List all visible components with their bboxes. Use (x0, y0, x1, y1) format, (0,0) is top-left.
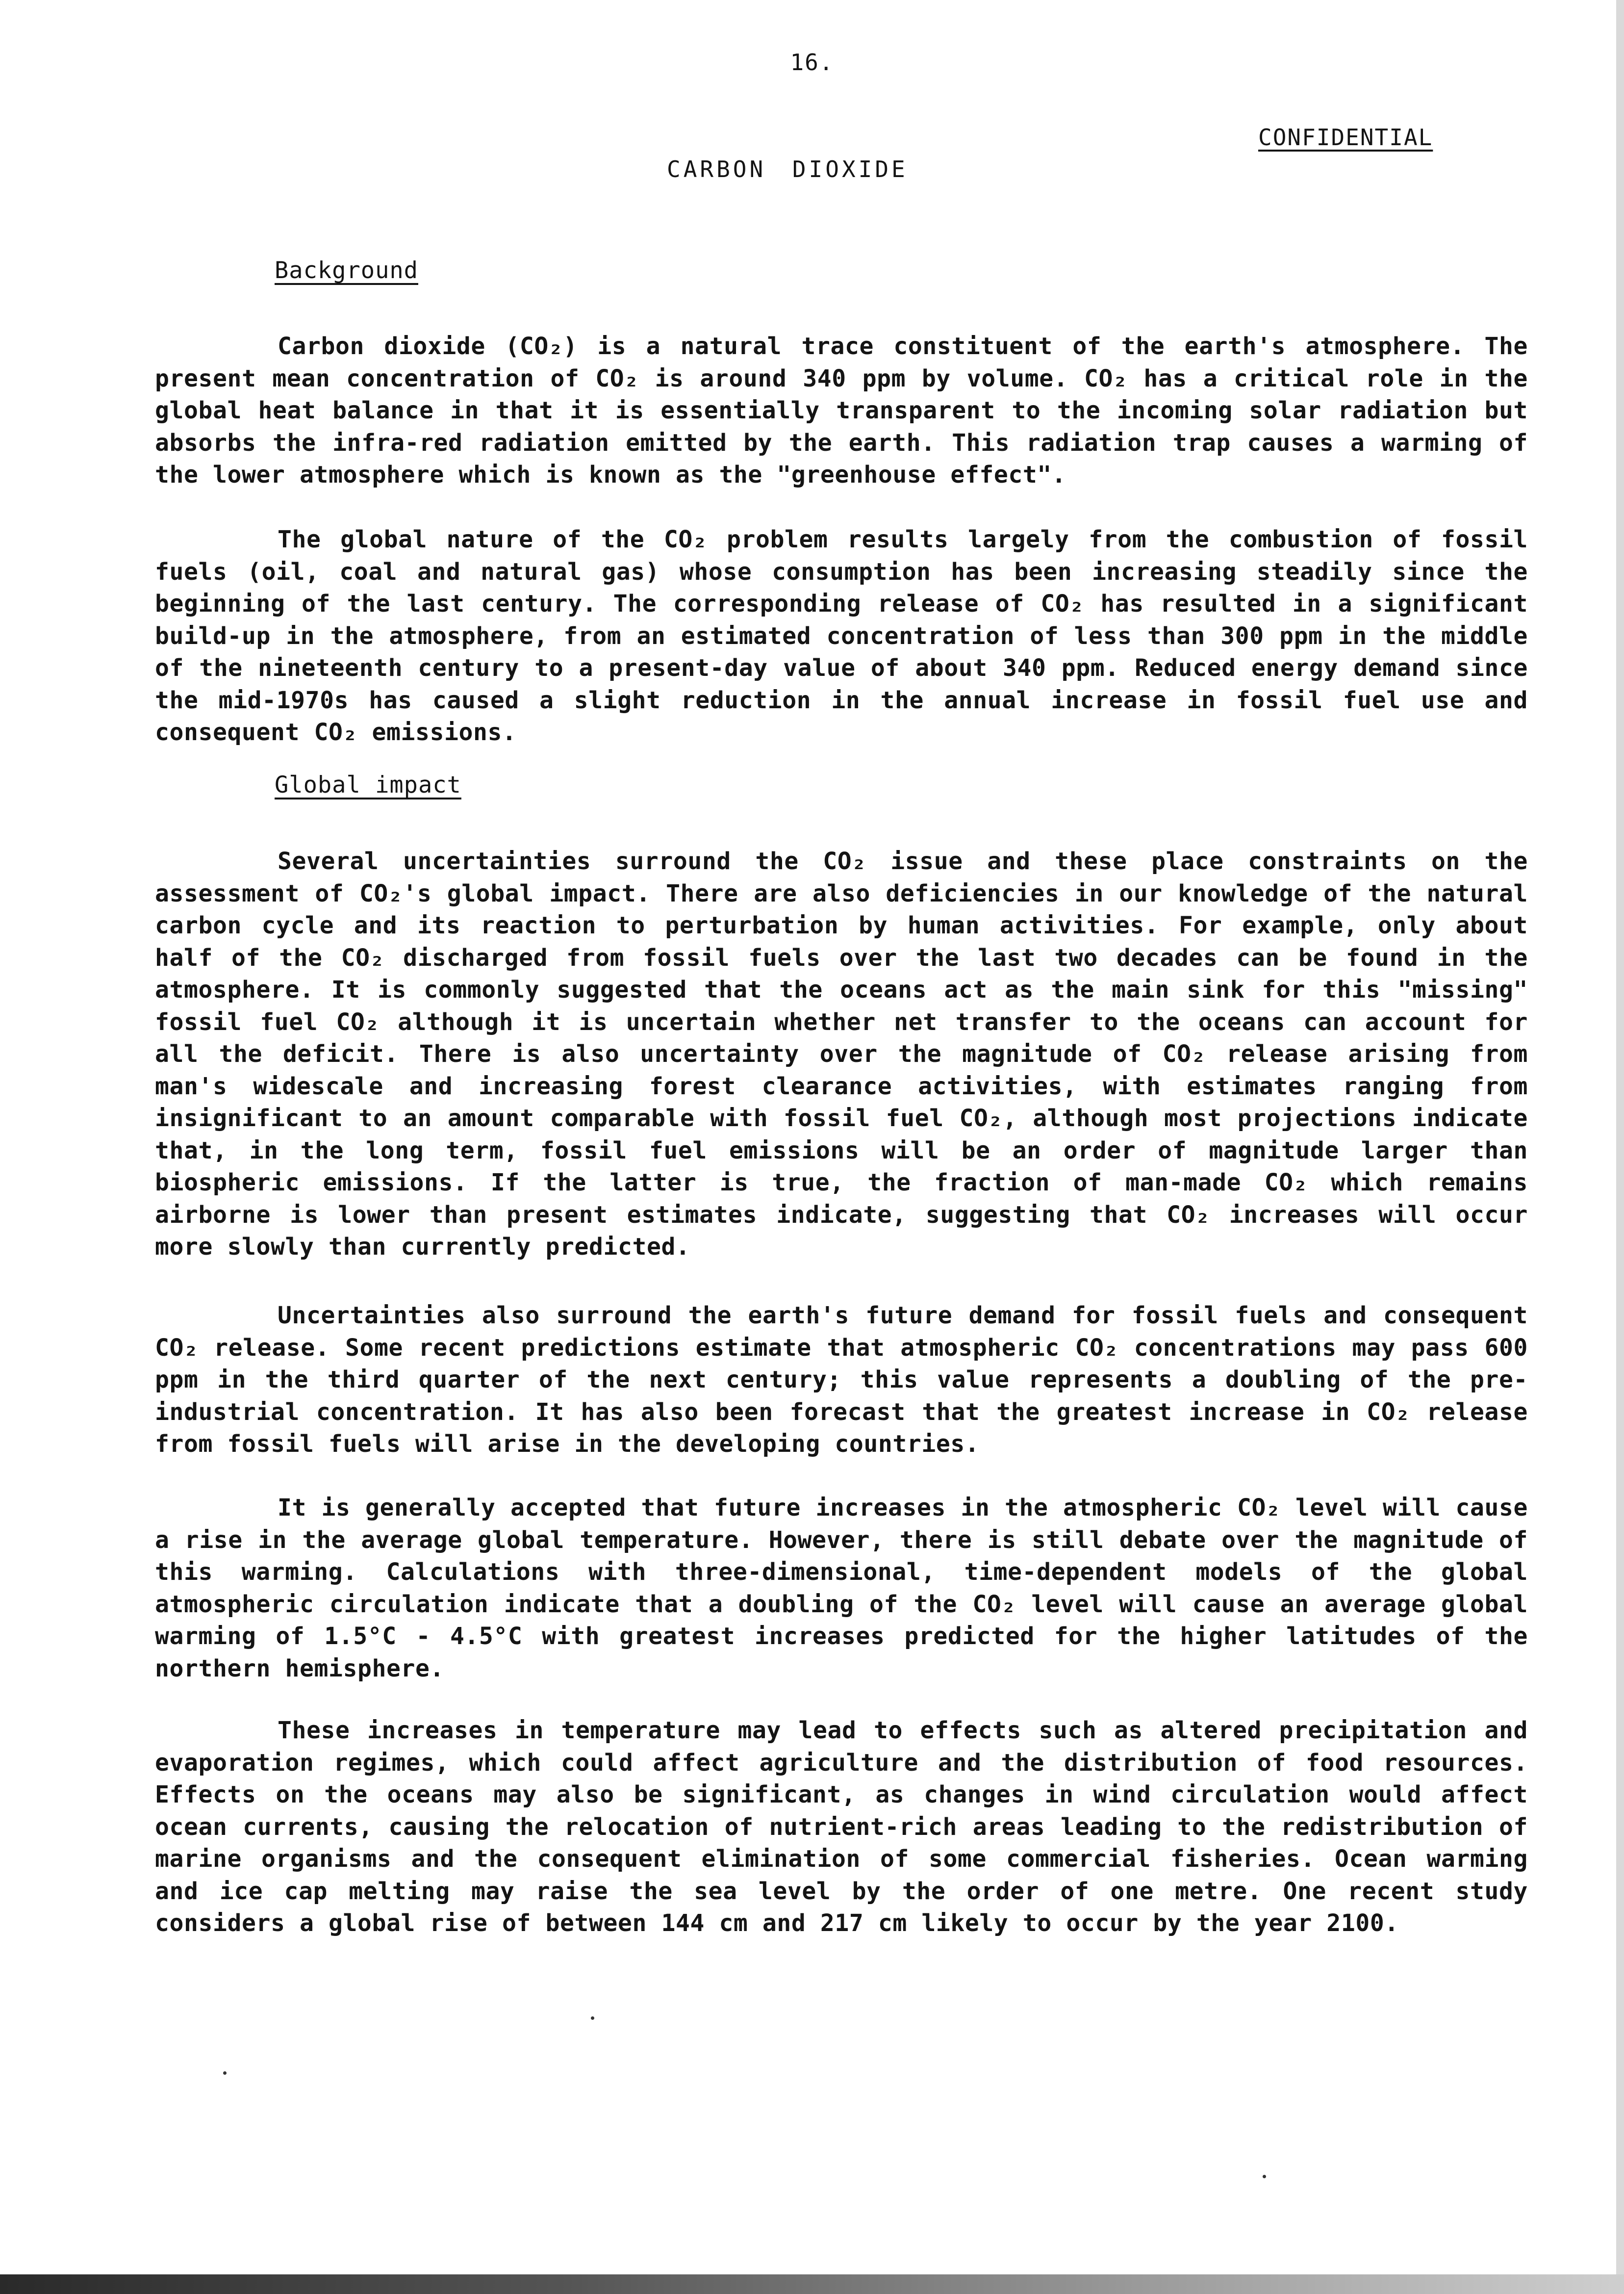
paragraph-global-impact-4: These increases in temperature may lead to effects such as altered precipitation and evaporation regimes, which could affect agriculture and the distribution of food resources. Effects on the oceans may also be significant, as changes in wind circulation would affect ocean currents, causing the relocation of nutrient-rich areas leading to the redistribution of marine organisms and the consequent elimination of some commercial fisheries. Ocean warming and ice cap melting may raise the sea level by the order of one metre. One recent study considers a global rise of between 144 cm and 217 cm likely to occur by the year 2100. (155, 1717, 1528, 1937)
paragraph-background-2: The global nature of the CO₂ problem results largely from the combustion of fossil fuels (oil, coal and natural gas) whose consumption has been increasing steadily since the beginning of the last century. The corresponding release of CO₂ has resulted in a significant build-up in the atmosphere, from an estimated concentration of less than 300 ppm in the middle of the nineteenth century to a present-day value of about 340 ppm. Reduced energy demand since the mid-1970s has caused a slight reduction in the annual increase in fossil fuel use and consequent CO₂ emissions. (155, 526, 1528, 746)
scan-speck (223, 2071, 227, 2075)
page-edge-shadow (1616, 0, 1624, 2294)
classification-marking: CONFIDENTIAL (1258, 124, 1433, 151)
paragraph-background-1: Carbon dioxide (CO₂) is a natural trace constituent of the earth's atmosphere. The present mean concentration of CO₂ is around 340 ppm by volume. CO₂ has a critical role in the global heat balance in that it is essentially transparent to the incoming solar radiation but absorbs the infra-red radiation emitted by the earth. This radiation trap causes a warming of the lower atmosphere which is known as the "greenhouse effect". (155, 333, 1528, 489)
scan-speck (1263, 2175, 1266, 2178)
section-heading-background: Background (275, 257, 418, 284)
section-heading-global-impact: Global impact (275, 772, 461, 799)
page-edge-bottom-shadow (0, 2274, 1624, 2294)
document-title: CARBON DIOXIDE (667, 156, 908, 182)
paragraph-global-impact-1: Several uncertainties surround the CO₂ issue and these place constraints on the assessment of CO₂'s global impact. There are also deficiencies in our knowledge of the natural carbon cycle and its reaction to perturbation by human activities. For example, only about half of the CO₂ discharged from fossil fuels over the last two decades can be found in the atmosphere. It is commonly suggested that the oceans act as the main sink for this "missing" fossil fuel CO₂ although it is uncertain whether net transfer to the oceans can account for all the deficit. There is also uncertainty over the magnitude of CO₂ release arising from man's widescale and increasing forest clearance activities, with estimates ranging from insignificant to an amount comparable with fossil fuel CO₂, although most projections indicate that, in the long term, fossil fuel emissions will be an order of magnitude larger than biospheric emissions. If the latter is true, the fraction of man-made CO₂ which remains airborne is lower than present estimates indicate, suggesting that CO₂ increases will occur more slowly than currently predicted. (155, 848, 1528, 1261)
paragraph-global-impact-3: It is generally accepted that future increases in the atmospheric CO₂ level will cause a rise in the average global temperature. However, there is still debate over the magnitude of this warming. Calculations with three-dimensional, time-dependent models of the global atmospheric circulation indicate that a doubling of the CO₂ level will cause an average global warming of 1.5°C - 4.5°C with greatest increases predicted for the higher latitudes of the northern hemisphere. (155, 1494, 1528, 1682)
page-number: 16. (790, 49, 834, 76)
scan-speck (591, 2016, 594, 2020)
paragraph-global-impact-2: Uncertainties also surround the earth's future demand for fossil fuels and consequent CO₂ release. Some recent predictions estimate that atmospheric CO₂ concentrations may pass 600 ppm in the third quarter of the next century; this value represents a doubling of the pre-industrial concentration. It has also been forecast that the greatest increase in CO₂ release from fossil fuels will arise in the developing countries. (155, 1302, 1528, 1458)
